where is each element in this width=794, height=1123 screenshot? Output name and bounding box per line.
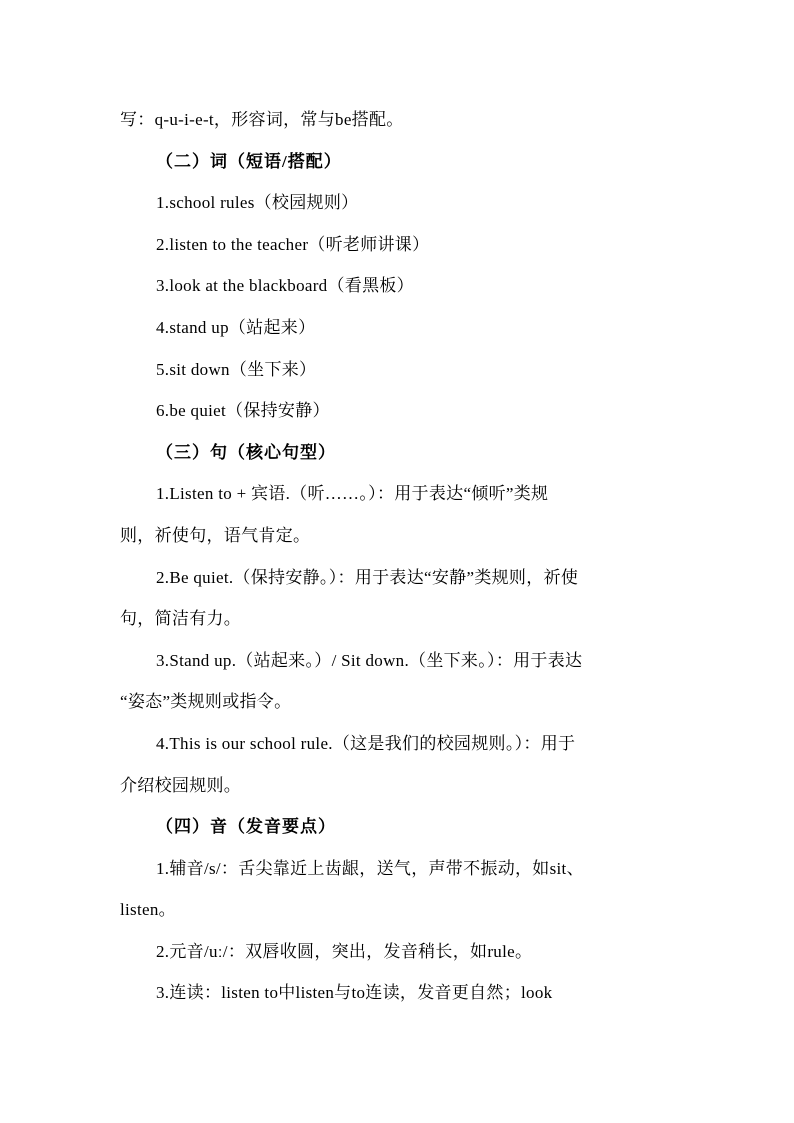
sentence-item: 3.Stand up.（站起来。）/ Sit down.（坐下来。）：用于表达 <box>156 650 583 670</box>
phrase-item: 6.be quiet（保持安静） <box>156 401 330 421</box>
section-heading-pronunciation: （四）音（发音要点） <box>156 817 336 837</box>
body-text-line: 写：q-u-i-e-t，形容词，常与be搭配。 <box>120 110 404 129</box>
document-body <box>120 99 680 1014</box>
phrase-item: 3.look at the blackboard（看黑板） <box>156 276 414 296</box>
pronunciation-item: 1.辅音/s/：舌尖靠近上齿龈，送气，声带不振动，如sit、 <box>156 858 584 878</box>
phrase-item: 2.listen to the teacher（听老师讲课） <box>156 234 430 254</box>
sentence-item-continued: 句，简洁有力。 <box>120 609 242 629</box>
phrase-item: 5.sit down（坐下来） <box>156 359 317 379</box>
sentence-item-continued: 介绍校园规则。 <box>120 775 242 795</box>
pronunciation-item: 3.连读：listen to中listen与to连读，发音更自然；look <box>156 983 553 1003</box>
sentence-item: 2.Be quiet.（保持安静。）：用于表达“安静”类规则，祈使 <box>156 567 579 587</box>
sentence-item-continued: “姿态”类规则或指令。 <box>120 692 292 712</box>
pronunciation-item: 2.元音/uː/：双唇收圆，突出，发音稍长，如rule。 <box>156 941 533 961</box>
sentence-item: 1.Listen to + 宾语.（听……。）：用于表达“倾听”类规 <box>156 484 549 504</box>
section-heading-sentences: （三）句（核心句型） <box>156 442 336 462</box>
section-heading-words: （二）词（短语/搭配） <box>156 151 342 171</box>
sentence-item: 4.This is our school rule.（这是我们的校园规则。）：用于 <box>156 733 576 753</box>
pronunciation-item-continued: listen。 <box>120 900 176 920</box>
phrase-item: 1.school rules（校园规则） <box>156 193 359 213</box>
sentence-item-continued: 则，祈使句，语气肯定。 <box>120 525 311 545</box>
phrase-item: 4.stand up（站起来） <box>156 317 316 337</box>
